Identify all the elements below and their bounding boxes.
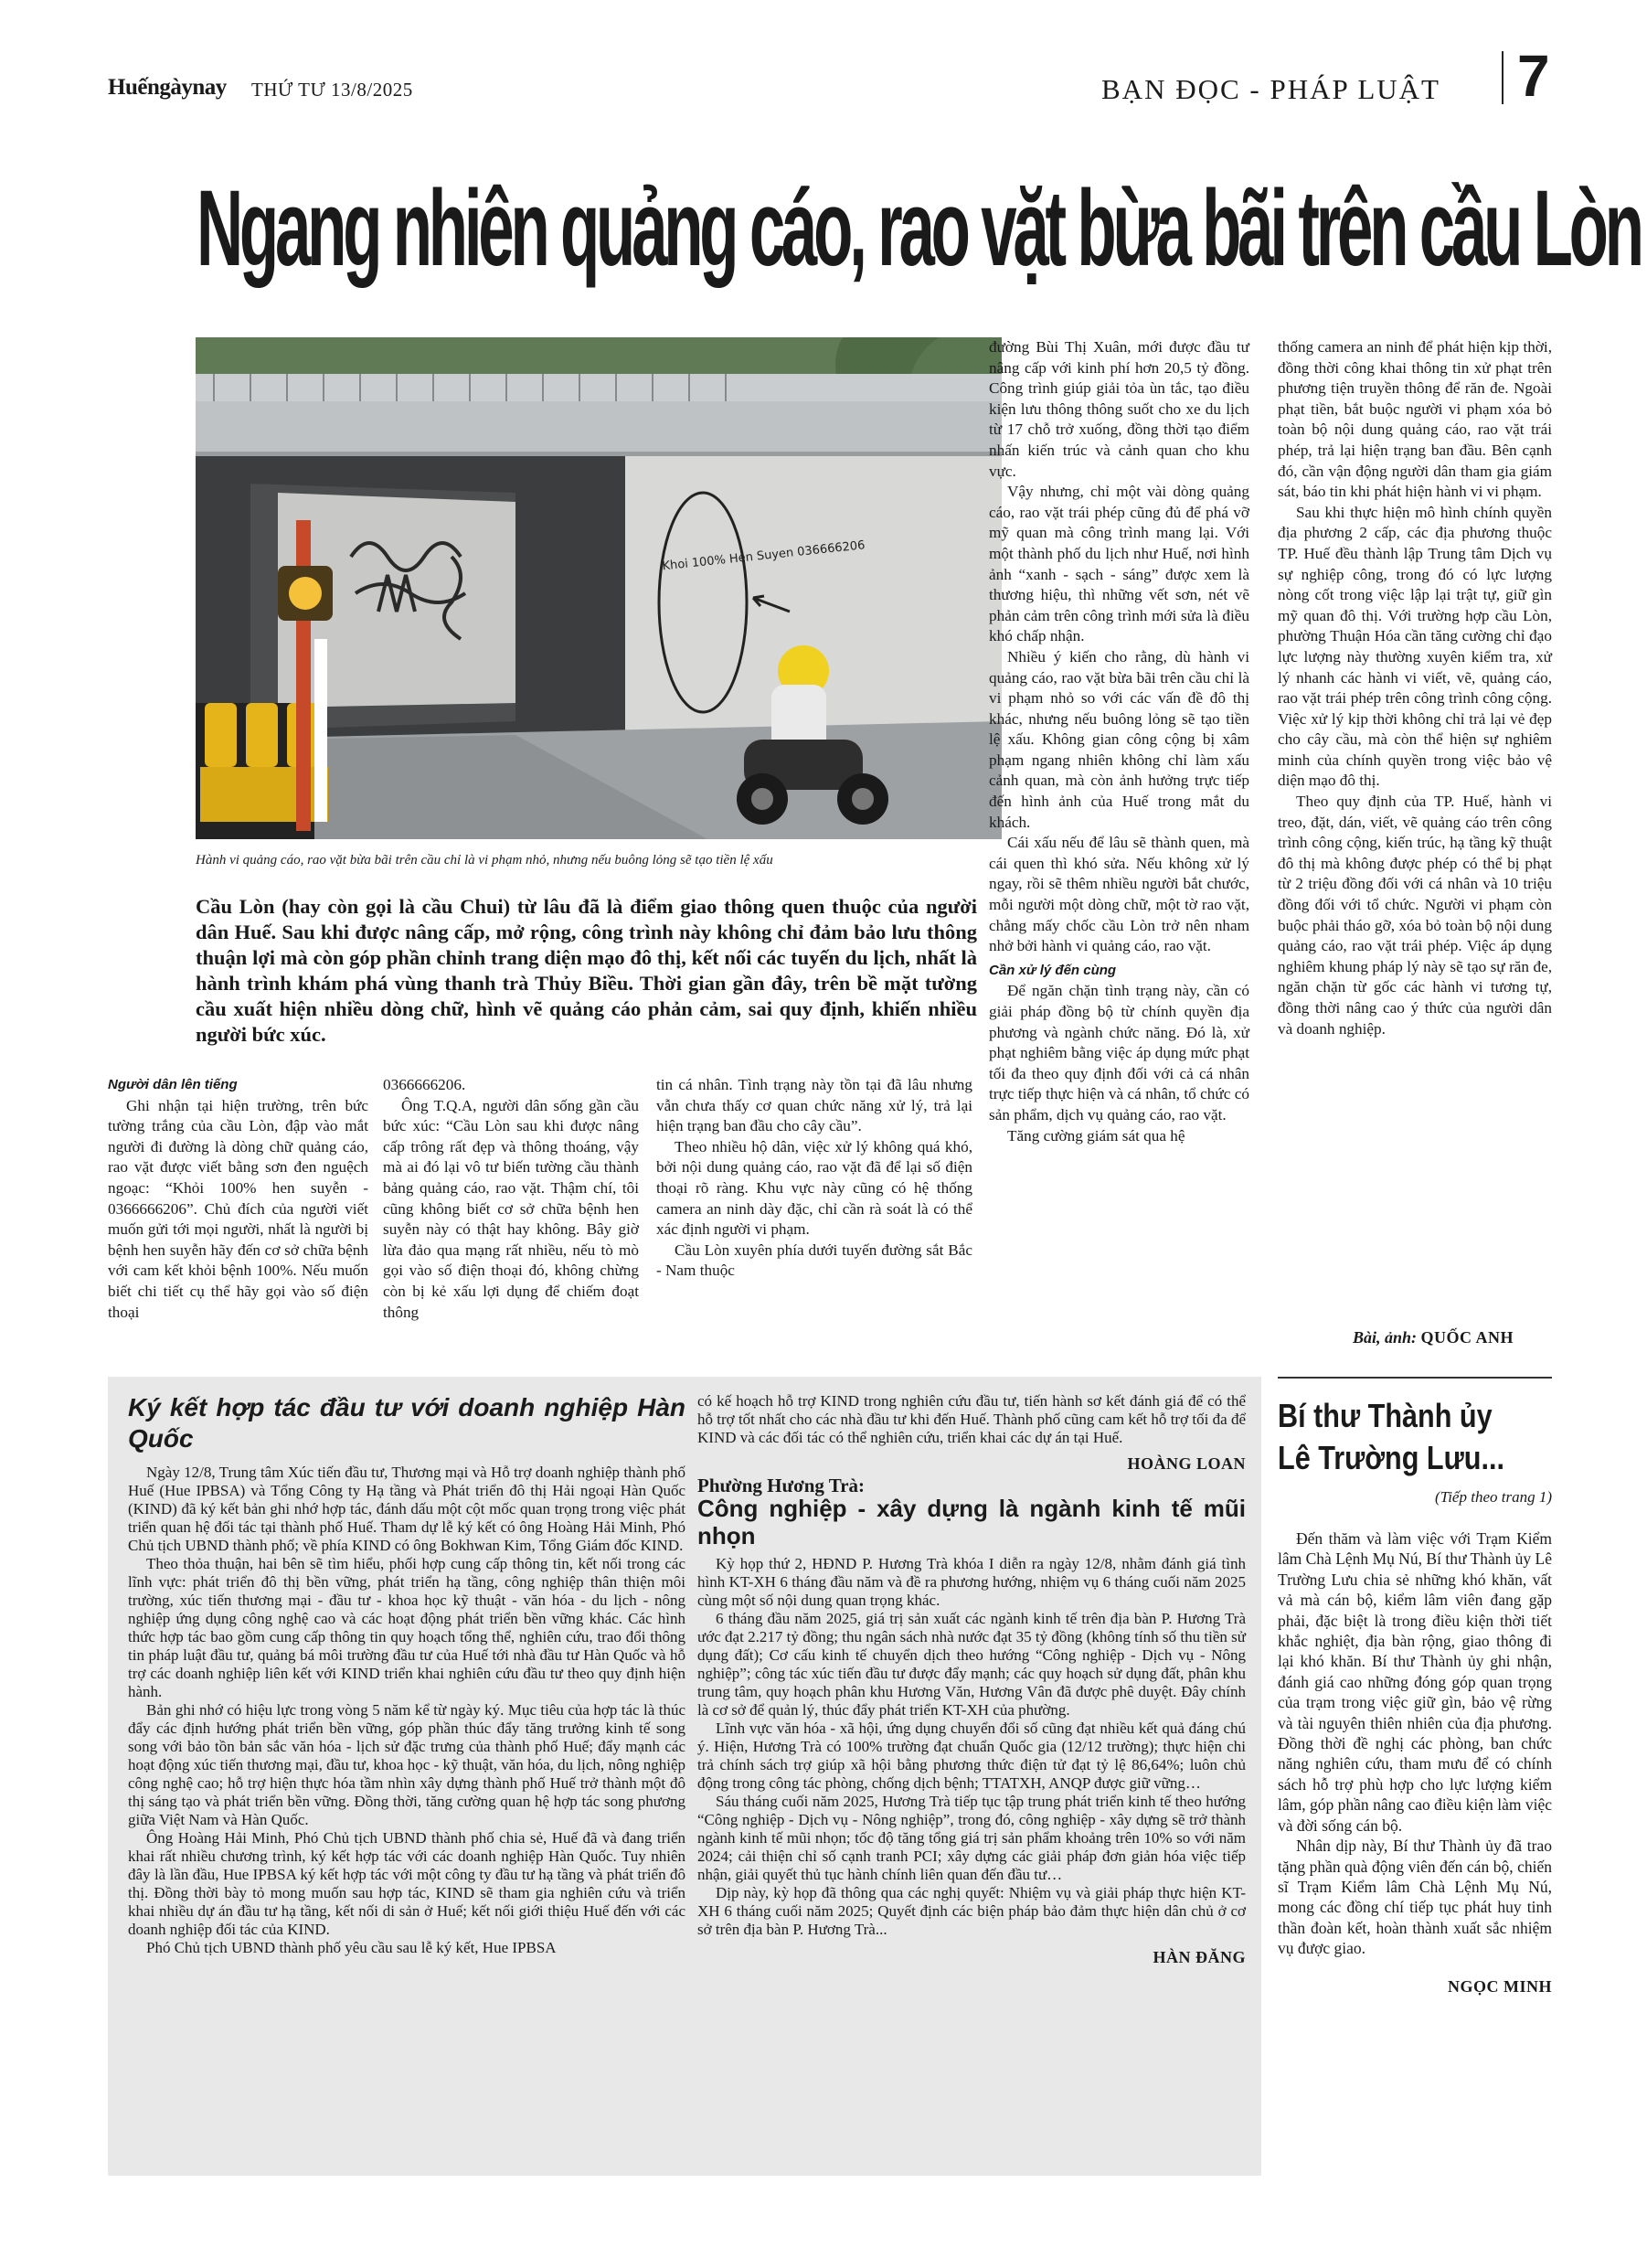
continued-note: (Tiếp theo trang 1) [1435, 1488, 1552, 1506]
paragraph: Theo nhiều hộ dân, việc xử lý không quá khó, bởi nội dung quảng cáo, rao vặt đã để lại số điện thoại rõ ràng. Khu vực này cũng có hệ thống camera an ninh dày đặc, chỉ cần rà soát là có thể xác định người vi phạm. [656, 1137, 972, 1239]
paragraph: Bản ghi nhớ có hiệu lực trong vòng 5 năm kể từ ngày ký. Mục tiêu của hợp tác là thúc đẩy các định hướng phát triển bền vững, góp phần thúc đẩy tăng trưởng kinh tế song song với bảo tồn bản sắc văn hóa - lịch sử đặc trưng của thành phố Huế; đẩy mạnh các hoạt động xúc tiến thương mại, đầu tư, khoa học - kỹ thuật, văn hóa, du lịch, nông nghiệp công nghệ cao; hỗ trợ hiện thực hóa tầm nhìn xây dựng thành phố Huế trở thành một đô thị sáng tạo và phát triển bền vững. Đồng thời, tăng cường quan hệ hợp tác song phương giữa Việt Nam và Hàn Quốc. [128, 1701, 685, 1828]
paragraph: Phó Chủ tịch UBND thành phố yêu cầu sau lễ ký kết, Hue IPBSA [146, 1939, 557, 1956]
dateline: THỨ TƯ 13/8/2025 [251, 79, 413, 101]
section-title: BẠN ĐỌC - PHÁP LUẬT [1101, 73, 1440, 105]
article-column-4 [989, 337, 1249, 1146]
byline [1353, 1328, 1514, 1347]
page-number: 7 [1517, 43, 1550, 109]
paragraph: Ông Hoàng Hải Minh, Phó Chủ tịch UBND thành phố chia sẻ, Huế đã và đang triển khai rất nhiều chương trình, ký kết hợp tác với các doanh nghiệp Hàn Quốc. Tuy nhiên đây là lần đầu, Hue IPBSA ký kết hợp tác với một công ty đầu tư hạ tầng và phát triển đô thị. Đồng thời bày tỏ mong muốn sau hợp tác, KIND sẽ tham gia nghiên cứu và triển khai nhiều dự án đầu tư hạ tầng, kết nối di sản ở Huế; kết nối giới thiệu Huế đến với các doanh nghiệp đối tác của KIND. [128, 1829, 685, 1938]
subhead-residents: Người dân lên tiếng [108, 1077, 238, 1092]
paragraph: Cầu Lòn xuyên phía dưới tuyến đường sắt Bắc - Nam thuộc [656, 1240, 972, 1280]
paragraph: 0366666206. [383, 1076, 466, 1093]
side-story [1278, 1395, 1552, 1996]
paragraph: Nhân dịp này, Bí thư Thành ủy đã trao tặng phần quà động viên đến cán bộ, chiến sĩ Trạm Kiểm lâm Chà Lệnh Mụ Nú, mong các đồng chí tiếp tục phát huy tinh thần đoàn kết, hoàn thành xuất sắc nhiệm vụ được giao. [1278, 1837, 1552, 1958]
side-story-body [1278, 1528, 1552, 1959]
article-column-1 [108, 1075, 368, 1323]
paragraph: 6 tháng đầu năm 2025, giá trị sản xuất các ngành kinh tế trên địa bàn P. Hương Trà ước đạt 2.217 tỷ đồng; thu ngân sách nhà nước đạt 35 tỷ đồng (không tính số thu tiền sử dụng đất); Cơ cấu kinh tế chuyển dịch theo hướng “Công nghiệp - Dịch vụ - Nông nghiệp”; công tác xúc tiến đầu tư được đẩy mạnh; các quy hoạch sử dụng đất, phân khu trung tâm, quy hoạch phân khu Hương Văn, Hương Vân đã được phê duyệt. Đây chính là cơ sở để quản lý, thúc đẩy phát triển KT-XH của phường. [697, 1610, 1246, 1719]
paragraph: thống camera an ninh để phát hiện kịp thời, đồng thời công khai thông tin xử phạt trên phương tiện truyền thông để răn đe. Ngoài phạt tiền, bắt buộc người vi phạm xóa bỏ toàn bộ nội dung quảng cáo, rao vặt trái phép, trả lại hiện trạng ban đầu. Bên cạnh đó, cần vận động người dân tham gia giám sát, báo tin khi phát hiện hành vi vi phạm. [1278, 338, 1552, 501]
story-photo [196, 337, 1002, 839]
box-story-title: Ký kết hợp tác đầu tư với doanh nghiệp Hàn Quốc [128, 1393, 685, 1453]
byline-label: Bài, ảnh: [1353, 1328, 1418, 1347]
article-column-2 [383, 1075, 639, 1323]
paragraph: tin cá nhân. Tình trạng này tồn tại đã lâu nhưng vẫn chưa thấy cơ quan chức năng xử lý, trả lại hiện trạng ban đầu cho cây cầu”. [656, 1076, 972, 1135]
paragraph: Theo thỏa thuận, hai bên sẽ tìm hiểu, phối hợp cung cấp thông tin, kết nối trong các lĩnh vực: phát triển đô thị bền vững, phát triển hạ tầng, công nghiệp thân thiện môi trường, xúc tiến thương mại - đầu tư - khoa học kỹ thuật - văn hóa - du lịch - nông nghiệp ứng dụng công nghệ cao và các hoạt động phát triển bền vững khác. Các hình thức hợp tác bao gồm cung cấp thông tin quy hoạch tổng thể, nghiên cứu, trao đổi thông tin pháp luật đầu tư, quảng bá môi trường đầu tư của Huế tới nhà đầu tư Hàn Quốc và hỗ trợ các doanh nghiệp liên kết với KIND triển khai nghiên cứu đầu tư theo quy định hiện hành. [128, 1555, 685, 1700]
box-story-title: Công nghiệp - xây dựng là ngành kinh tế mũi nhọn [697, 1495, 1246, 1549]
author: NGỌC MINH [1448, 1976, 1552, 1996]
paragraph: Ngày 12/8, Trung tâm Xúc tiến đầu tư, Thương mại và Hỗ trợ doanh nghiệp thành phố Huế (Hue IPBSA) và Tổng Công ty Hạ tầng và Phát triển đô thị Hải ngoại Hàn Quốc (KIND) đã ký kết bản ghi nhớ hợp tác, đánh dấu một cột mốc quan trọng trong việc phát triển quan hệ đối tác tại thành phố Huế. Tham dự lễ ký kết có ông Hoàng Hải Minh, Phó Chủ tịch UBND thành phố; về phía KIND có ông Bokhwan Kim, Tổng Giám đốc KIND. [128, 1464, 685, 1554]
paragraph: Đến thăm và làm việc với Trạm Kiểm lâm Chà Lệnh Mụ Nú, Bí thư Thành ủy Lê Trường Lưu chia sẻ những khó khăn, vất vả mà cán bộ, kiểm lâm viên đang gặp phải, đặc biệt là trong điều kiện thời tiết khắc nghiệt, địa bàn rộng, giao thông đi lại khó khăn. Bí thư Thành ủy ghi nhận, đánh giá cao những đóng góp quan trọng của trạm trong việc giữ gìn, bảo vệ rừng và tài nguyên thiên nhiên của địa phương. Đồng thời đề nghị các phòng, ban chức năng nghiên cứu, tham mưu để có chính sách hỗ trợ phù hợp cho lực lượng kiểm lâm, góp phần nâng cao điều kiện làm việc và đời sống cán bộ. [1278, 1529, 1552, 1835]
paragraph: Sáu tháng cuối năm 2025, Hương Trà tiếp tục tập trung phát triển kinh tế theo hướng “Công nghiệp - Dịch vụ - Nông nghiệp”, trong đó, công nghiệp - xây dựng sẽ trở thành ngành kinh tế mũi nhọn; tốc độ tăng tổng giá trị sản phẩm khoảng trên 10% so với năm 2024; cải thiện chỉ số cạnh tranh PCI; xây dựng các giải pháp đơn giản hóa việc tiếp nhận, giải quyết thủ tục hành chính liên quan đến đầu tư… [697, 1793, 1246, 1883]
paragraph: Vậy nhưng, chỉ một vài dòng quảng cáo, rao vặt trái phép cũng đủ để phá vỡ mỹ quan mà công trình mang lại. Với một thành phố du lịch như Huế, nơi hình ảnh “xanh - sạch - sáng” được xem là thương hiệu, thì những vết sơn, nét vẽ phản cảm trên công trình mới sửa là điều khó chấp nhận. [989, 483, 1249, 645]
subhead-handle: Cần xử lý đến cùng [989, 962, 1117, 978]
photo-caption: Hành vi quảng cáo, rao vặt bừa bãi trên cầu chỉ là vi phạm nhỏ, nhưng nếu buông lỏng sẽ tạo tiền lệ xấu [196, 853, 773, 868]
paragraph: Sau khi thực hiện mô hình chính quyền địa phương 2 cấp, các địa phương thuộc TP. Huế đều thành lập Trung tâm Dịch vụ sự nghiệp công, trong đó có lực lượng nòng cốt trong việc lập lại trật tự, giữ gìn mỹ quan đô thị. Với trường hợp cầu Lòn, phường Thuận Hóa cần tăng cường chỉ đạo lực lượng này thường xuyên kiểm tra, xử lý nhanh các hành vi viết, vẽ, quảng cáo, rao vặt trái phép trên công trình công cộng. Việc xử lý kịp thời không chỉ trả lại vẻ đẹp cho cây cầu, mà còn thể hiện sự nghiêm minh của chính quyền trong việc bảo vệ diện mạo đô thị. [1278, 503, 1552, 790]
box-story-korea [128, 1392, 685, 1957]
paragraph: có kế hoạch hỗ trợ KIND trong nghiên cứu đầu tư, tiến hành sơ kết đánh giá để có thể hỗ trợ tốt nhất cho các nhà đầu tư khi đến Huế. Thành phố cũng cam kết hỗ trợ tối đa để KIND và các đối tác có thể nghiên cứu, triển khai các dự án tại Huế. [697, 1392, 1246, 1446]
paragraph: Ghi nhận tại hiện trường, trên bức tường trắng của cầu Lòn, đập vào mắt người đi đường là dòng chữ quảng cáo, rao vặt được viết bằng sơn đen nguệch ngoạc: “Khỏi 100% hen suyễn - 0366666206”. Chủ đích của người viết muốn gửi tới mọi người, nhất là người bị bệnh hen suyễn hãy đến cơ sở chữa bệnh với cam kết khỏi bệnh 100%. Nếu muốn biết chi tiết cụ thể hãy gọi vào số điện thoại [108, 1096, 368, 1321]
paragraph: Cái xấu nếu để lâu sẽ thành quen, mà cái quen thì khó sửa. Nếu không xử lý ngay, rồi sẽ thêm nhiều người bắt chước, mỗi người một dòng chữ, một tờ rao vặt, chẳng mấy chốc cầu Lòn trở nên nham nhở bởi hành vi quảng cáo, rao vặt. [989, 834, 1249, 955]
paragraph: Nhiều ý kiến cho rằng, dù hành vi quảng cáo, rao vặt bừa bãi trên cầu chỉ là vi phạm nhỏ so với các vấn đề đô thị khác, nhưng nếu buông lỏng sẽ tạo tiền lệ xấu. Không gian công cộng bị xâm phạm ngang nhiên không chỉ làm xấu cảnh quan, mà còn ảnh hưởng trực tiếp đến hình ảnh của Huế trong mắt du khách. [989, 647, 1249, 831]
box-story-huong-tra [697, 1392, 1246, 1966]
paragraph: Dịp này, kỳ họp đã thông qua các nghị quyết: Nhiệm vụ và giải pháp thực hiện KT-XH 6 tháng cuối năm 2025; Quyết định các biện pháp bảo đảm thực hiện dân chủ ở cơ sở trên địa bàn P. Hương Trà... [697, 1884, 1246, 1938]
article-column-5 [1278, 337, 1552, 1039]
paragraph: Ông T.Q.A, người dân sống gần cầu bức xúc: “Cầu Lòn sau khi được nâng cấp trông rất đẹp và thông thoáng, vậy mà ai đó lại vô tư biến tường cầu thành bảng quảng cáo, rao vặt. Thậm chí, tôi cũng không biết cơ sở chữa bệnh hen suyễn này có thật hay không. Bây giờ lừa đảo qua mạng rất nhiều, nếu tò mò gọi vào số điện thoại đó, không chừng còn bị kẻ xấu lợi dụng để chiếm đoạt thông [383, 1096, 639, 1321]
side-story-title [1278, 1395, 1511, 1479]
byline-name: QUỐC ANH [1420, 1328, 1514, 1347]
paragraph: Tăng cường giám sát qua hệ [1007, 1126, 1185, 1145]
lead-paragraph: Cầu Lòn (hay còn gọi là cầu Chui) từ lâu đã là điểm giao thông quen thuộc của người dân Huế. Sau khi được nâng cấp, mở rộng, công trình này không chỉ đảm bảo lưu thông thuận lợi mà còn góp phần chỉnh trang diện mạo đô thị, kết nối các tuyến du lịch, nhất là hành trình khám phá vùng thanh trà Thủy Biều. Thời gian gần đây, trên bề mặt tường cầu xuất hiện nhiều dòng chữ, hình vẽ quảng cáo phản cảm, sai quy định, khiến nhiều người bức xúc. [196, 895, 977, 1046]
headline: Ngang nhiên quảng cáo, rao vặt bừa bãi trên cầu Lòn [197, 168, 1641, 289]
paragraph: Kỳ họp thứ 2, HĐND P. Hương Trà khóa I diễn ra ngày 12/8, nhằm đánh giá tình hình KT-XH 6 tháng đầu năm và đề ra phương hướng, nhiệm vụ 6 tháng cuối năm 2025 cùng một số nội dung quan trọng khác. [697, 1555, 1246, 1609]
side-divider [1278, 1377, 1552, 1379]
paragraph: đường Bùi Thị Xuân, mới được đầu tư nâng cấp với kinh phí hơn 20,5 tỷ đồng. Công trình giúp giải tỏa ùn tắc, tạo điều kiện lưu thông thông suốt cho xe du lịch từ 17 chỗ trở xuống, đồng thời tạo điểm nhấn kiến trúc và cảnh quan cho khu vực. [989, 338, 1249, 480]
author: HÀN ĐĂNG [1153, 1948, 1246, 1966]
paragraph: Lĩnh vực văn hóa - xã hội, ứng dụng chuyển đổi số cũng đạt nhiều kết quả đáng chú ý. Hiện, Hương Trà có 100% trường đạt chuẩn Quốc gia (12/12 trường); thực hiện chi trả chính sách trợ giúp xã hội bằng phương thức điện tử đạt tỷ lệ 86,64%; luôn chủ động trong công tác phòng, chống dịch bệnh; TTATXH, ANQP được giữ vững… [697, 1720, 1246, 1792]
photo-graffiti-text: Khoi 100% Hen Suyen 036666206 [661, 538, 866, 574]
article-column-3 [656, 1075, 972, 1282]
header-divider [1502, 51, 1504, 104]
paragraph: Để ngăn chặn tình trạng này, cần có giải pháp đồng bộ từ chính quyền địa phương và ngành chức năng. Đó là, xử phạt nghiêm bằng việc áp dụng mức phạt tối đa theo quy định đối với cả cá nhân trực tiếp thực hiện và cá nhân, tổ chức có sản phẩm, dịch vụ quảng cáo, rao vặt. [989, 982, 1249, 1123]
paragraph: Theo quy định của TP. Huế, hành vi treo, đặt, dán, viết, vẽ quảng cáo trên công trình công cộng, kiến trúc, hạ tầng kỹ thuật đô thị mà không được phép có thể bị phạt từ 2 triệu đồng đối với cá nhân và 10 triệu đồng đối với tổ chức. Người vi phạm còn buộc phải tháo gỡ, xóa bỏ toàn bộ nội dung quảng cáo, rao vặt trái phép. Việc áp dụng nghiêm khung pháp lý này sẽ tạo sự răn đe, ngăn chặn từ gốc các hành vi tương tự, đồng thời nâng cao ý thức của người dân và doanh nghiệp. [1278, 793, 1552, 1038]
side-title-line: Bí thư Thành ủy [1278, 1397, 1493, 1434]
masthead: Huếngàynay [108, 75, 227, 100]
side-title-line: Lê Trường Lưu... [1278, 1439, 1504, 1476]
author: HOÀNG LOAN [1127, 1454, 1246, 1473]
box-story-kicker: Phường Hương Trà: [697, 1475, 866, 1496]
